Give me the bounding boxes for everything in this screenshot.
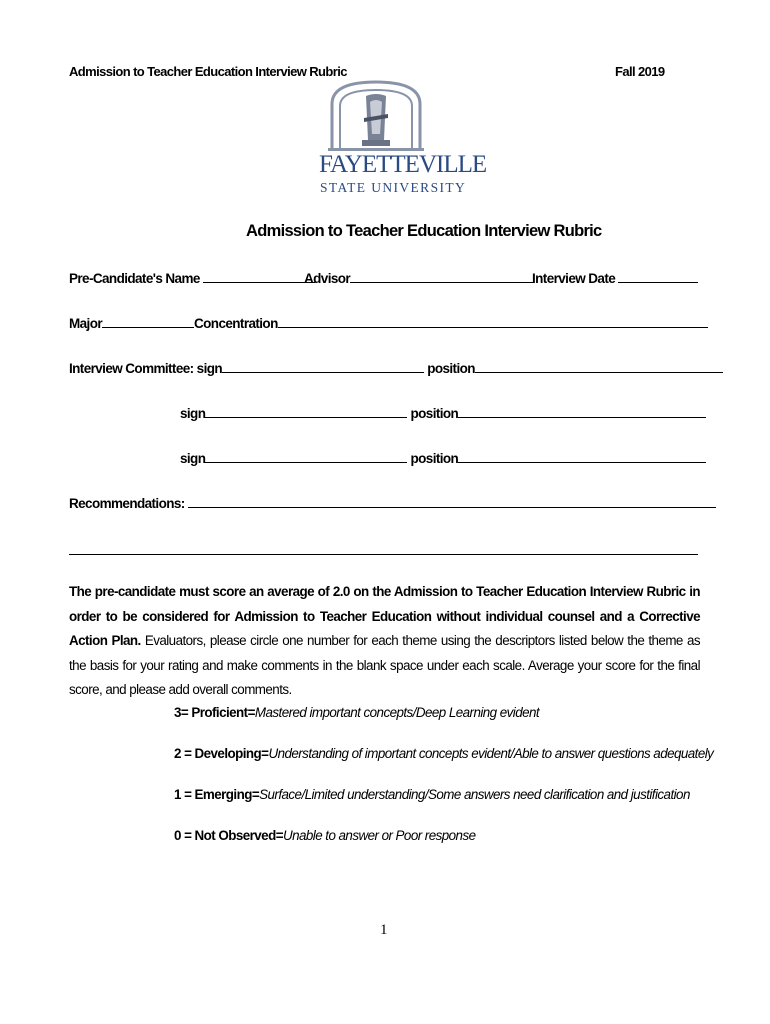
sign-label: sign (180, 406, 206, 421)
scale-item-3 (174, 705, 539, 720)
interview-date-label: Interview Date (532, 271, 616, 286)
scale-item-2 (174, 746, 713, 761)
scale-label: 3= Proficient= (174, 705, 255, 720)
university-name: FAYETTEVILLE (319, 151, 487, 178)
position-label: position (410, 451, 459, 466)
interview-date-field[interactable] (532, 270, 698, 286)
university-logo (318, 78, 487, 204)
university-subname: STATE UNIVERSITY (320, 180, 467, 195)
page-number: 1 (380, 922, 388, 938)
scale-desc: Surface/Limited understanding/Some answers need clarification and justification (259, 787, 690, 802)
recommendations-extra-line[interactable] (69, 554, 698, 555)
major-label: Major (69, 316, 103, 331)
committee-label: Interview Committee: sign (69, 361, 223, 376)
concentration-label: Concentration (194, 316, 278, 331)
document-title: Admission to Teacher Education Interview Rubric (246, 222, 602, 240)
committee-sign-row-3[interactable] (180, 450, 706, 466)
candidate-name-field[interactable] (69, 270, 315, 286)
instructions-normal: Evaluators, please circle one number for each theme using the descriptors listed below the theme as the basis for your rating and make comments in the blank space under each scale. Average your score for the final score, and please add overall comments. (69, 633, 700, 697)
header-title: Admission to Teacher Education Interview Rubric (69, 64, 347, 79)
candidate-name-label: Pre-Candidate's Name (69, 271, 200, 286)
scale-desc: Unable to answer or Poor response (282, 828, 476, 843)
advisor-field[interactable] (304, 270, 534, 286)
scale-label: 2 = Developing= (174, 746, 269, 761)
committee-sign-row-2[interactable] (180, 405, 706, 421)
header-term: Fall 2019 (615, 64, 665, 79)
instructions-bold: The pre-candidate must score an average of 2.0 on the Admission to Teacher Education Interview Rubric in order to be considered for Admission to Teacher Education without individual counsel and a Corrective Action Plan. (69, 584, 700, 648)
major-field[interactable] (69, 315, 708, 331)
scale-desc: Mastered important concepts/Deep Learning evident (254, 705, 540, 720)
recommendations-field[interactable] (69, 495, 716, 511)
scale-item-0 (174, 828, 475, 843)
sign-label: sign (180, 451, 206, 466)
advisor-label: Advisor (304, 271, 351, 286)
scale-item-1 (174, 787, 690, 802)
scale-label: 1 = Emerging= (174, 787, 260, 802)
position-label: position (427, 361, 475, 376)
position-label: position (410, 406, 459, 421)
instructions-paragraph (69, 580, 700, 703)
scale-desc: Understanding of important concepts evident/Able to answer questions adequately (268, 746, 714, 761)
committee-sign-row-1[interactable] (69, 360, 723, 376)
scale-label: 0 = Not Observed= (174, 828, 283, 843)
recommendations-label: Recommendations: (69, 496, 185, 511)
